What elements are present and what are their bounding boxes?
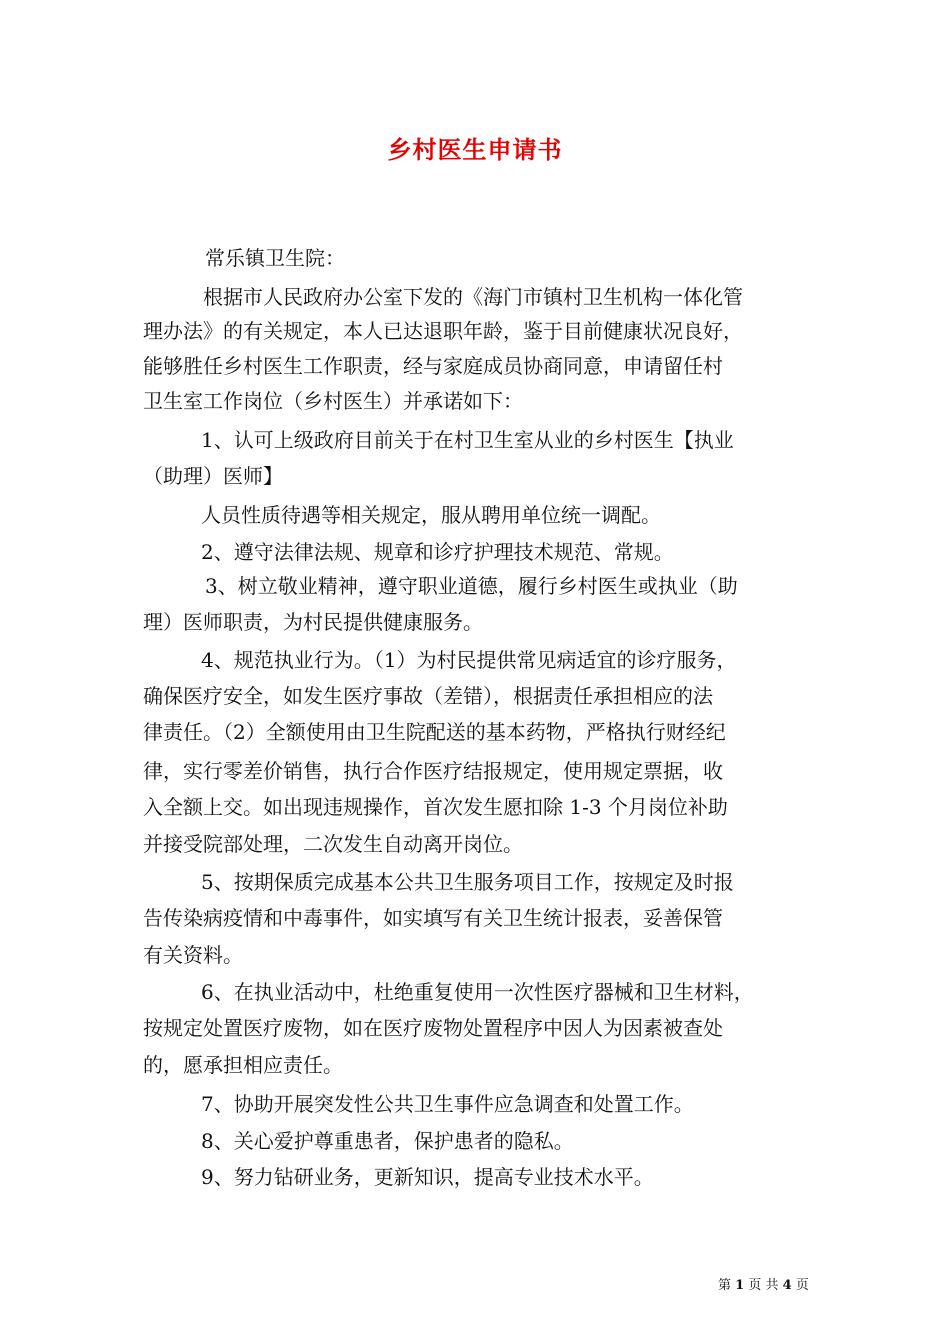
body-line: 告传染病疫情和中毒事件，如实填写有关卫生统计报表，妥善保管	[143, 906, 723, 930]
body-line: 的，愿承担相应责任。	[143, 1053, 343, 1077]
current-page-number: 1	[735, 1278, 745, 1293]
body-line: 6、在执业活动中，杜绝重复使用一次性医疗器械和卫生材料，	[201, 980, 754, 1004]
body-line: 2、遵守法律法规、规章和诊疗护理技术规范、常规。	[201, 540, 674, 564]
footer-middle: 页 共	[748, 1278, 779, 1293]
body-line: 5、按期保质完成基本公共卫生服务项目工作，按规定及时报	[201, 870, 734, 894]
body-line: 入全额上交。如出现违规操作，首次发生愿扣除 1-3 个月岗位补助	[143, 795, 728, 819]
body-line: 1、认可上级政府目前关于在村卫生室从业的乡村医生【执业	[201, 428, 734, 452]
body-line: 4、规范执业行为。（1）为村民提供常见病适宜的诊疗服务，	[201, 648, 737, 672]
body-line: 按规定处置医疗废物，如在医疗废物处置程序中因人为因素被查处	[143, 1016, 723, 1040]
total-page-number: 4	[782, 1278, 792, 1293]
body-line: 有关资料。	[143, 943, 243, 967]
body-line: 卫生室工作岗位（乡村医生）并承诺如下：	[143, 389, 523, 413]
body-line: 并接受院部处理，二次发生自动离开岗位。	[143, 832, 523, 856]
body-line: 律责任。（2）全额使用由卫生院配送的基本药物，严格执行财经纪	[143, 720, 726, 744]
body-line: 能够胜任乡村医生工作职责，经与家庭成员协商同意，申请留任村	[143, 354, 723, 378]
body-line: 3、树立敬业精神，遵守职业道德，履行乡村医生或执业（助	[205, 574, 738, 598]
page-number-footer	[718, 1278, 809, 1294]
body-line: 律，实行零差价销售，执行合作医疗结报规定，使用规定票据，收	[143, 759, 723, 783]
body-line: 8、关心爱护尊重患者，保护患者的隐私。	[201, 1129, 574, 1153]
body-line: 根据市人民政府办公室下发的《海门市镇村卫生机构一体化管	[203, 285, 743, 309]
salutation: 常乐镇卫生院：	[205, 246, 345, 270]
body-line: （助理）医师】	[143, 464, 283, 488]
document-title: 乡村医生申请书	[387, 135, 563, 164]
body-line: 9、努力钻研业务，更新知识，提高专业技术水平。	[201, 1165, 654, 1189]
body-line: 理）医师职责，为村民提供健康服务。	[143, 610, 483, 634]
body-line: 理办法》的有关规定，本人已达退职年龄，鉴于目前健康状况良好，	[143, 319, 743, 343]
footer-prefix: 第	[718, 1278, 732, 1293]
body-line: 7、协助开展突发性公共卫生事件应急调查和处置工作。	[201, 1092, 694, 1116]
body-line: 确保医疗安全，如发生医疗事故（差错），根据责任承担相应的法	[143, 684, 713, 708]
body-line: 人员性质待遇等相关规定，服从聘用单位统一调配。	[201, 503, 661, 527]
footer-suffix: 页	[795, 1278, 809, 1293]
